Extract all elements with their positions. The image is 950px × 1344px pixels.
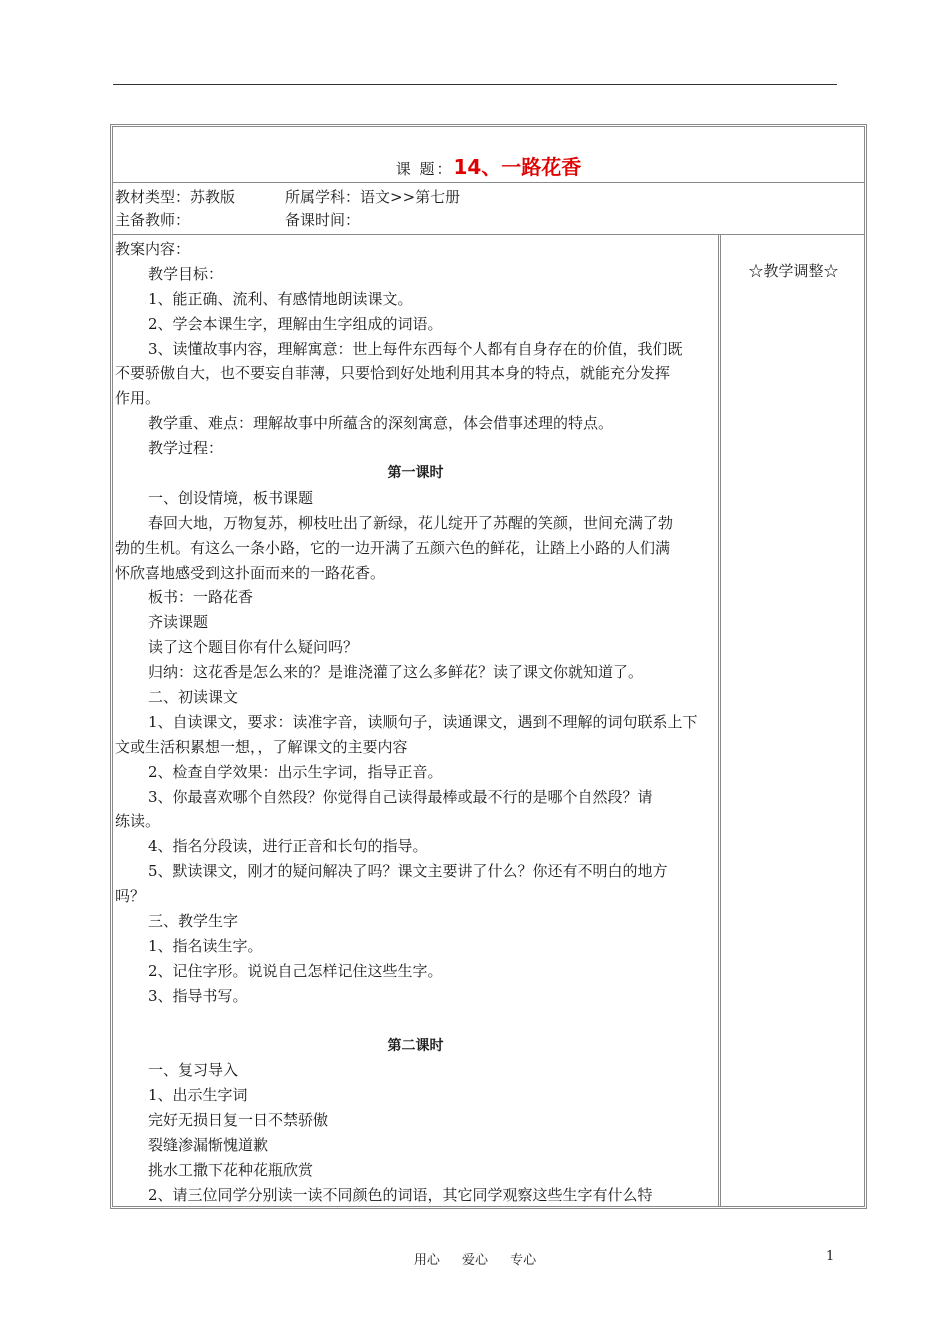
- title-text: 14、一路花香: [453, 155, 582, 179]
- content-line: 教学重、难点：理解故事中所蕴含的深刻寓意，体会借事述理的特点。: [148, 414, 614, 433]
- content-line: 一、复习导入: [148, 1061, 239, 1080]
- content-line: 3、读懂故事内容，理解寓意：世上每件东西每个人都有自身存在的价值，我们既: [148, 339, 683, 358]
- title-label: 课 题：: [395, 160, 454, 178]
- info-line-1: [115, 186, 460, 208]
- prep-time: 备课时间：: [285, 211, 361, 229]
- content-line: 怀欣喜地感受到这扑面而来的一路花香。: [115, 563, 386, 582]
- content-line: 文或生活积累想一想，，了解课文的主要内容: [115, 737, 408, 756]
- adjustment-column: [723, 235, 864, 1206]
- content-line: 吗？: [115, 887, 146, 906]
- material-type: 教材类型：苏教版: [115, 188, 236, 206]
- title-row: [113, 127, 864, 183]
- content-line: 春回大地，万物复苏，柳枝吐出了新绿，花儿绽开了苏醒的笑颜，世间充满了勃: [148, 513, 674, 532]
- lesson-period-heading: 第一课时: [387, 465, 444, 482]
- content-line: 板书：一路花香: [148, 588, 254, 607]
- lesson-period-heading: 第二课时: [387, 1037, 444, 1054]
- content-line: 练读。: [115, 812, 161, 831]
- content-line: 3、你最喜欢哪个自然段？你觉得自己读得最棒或最不行的是哪个自然段？请: [148, 787, 653, 806]
- info-row: [113, 183, 864, 235]
- lesson-plan-table: [110, 124, 867, 1209]
- content-line: 读了这个题目你有什么疑问吗？: [148, 638, 359, 657]
- main-row: [113, 235, 864, 1206]
- content-line: 裂缝渗漏惭愧道歉: [148, 1136, 269, 1155]
- content-line: 齐读课题: [148, 613, 209, 632]
- footer-motto: 用心 爱心 专心: [413, 1253, 537, 1268]
- content-line: 教案内容：: [115, 240, 191, 258]
- content-line: 4、指名分段读，进行正音和长句的指导。: [148, 837, 428, 856]
- subject: 所属学科：语文>>第七册: [285, 188, 461, 206]
- content-line: 2、检查自学效果：出示生字词，指导正音。: [148, 762, 443, 781]
- lesson-content: [113, 235, 721, 1206]
- content-line: 5、默读课文，刚才的疑问解决了吗？课文主要讲了什么？你还有不明白的地方: [148, 862, 668, 881]
- content-line: 1、指名读生字。: [148, 936, 263, 955]
- content-line: 教学过程：: [148, 439, 224, 458]
- content-line: 不要骄傲自大，也不要妄自菲薄，只要恰到好处地利用其本身的特点，就能充分发挥: [115, 364, 671, 383]
- content-line: 挑水工撒下花种花瓶欣赏: [148, 1160, 314, 1179]
- content-line: 1、出示生字词: [148, 1086, 248, 1105]
- content-line: 勃的生机。有这么一条小路，它的一边开满了五颜六色的鲜花，让踏上小路的人们满: [115, 538, 671, 557]
- content-line: 2、学会本课生字，理解由生字组成的词语。: [148, 314, 443, 333]
- content-line: 作用。: [115, 389, 161, 408]
- content-line: 完好无损日复一日不禁骄傲: [148, 1111, 329, 1130]
- page-number: 1: [826, 1249, 835, 1264]
- content-line: 1、自读课文，要求：读准字音，读顺句子，读通课文，遇到不理解的词句联系上下: [148, 712, 698, 731]
- content-lines: [115, 237, 716, 1208]
- content-line: 三、教学生字: [148, 912, 239, 931]
- info-line-2: [115, 209, 360, 231]
- content-line: 教学目标：: [148, 264, 224, 283]
- content-line: 2、请三位同学分别读一读不同颜色的词语，其它同学观察这些生字有什么特: [148, 1185, 653, 1204]
- content-line: 一、创设情境，板书课题: [148, 488, 314, 507]
- content-line: 二、初读课文: [148, 688, 239, 707]
- content-line: 3、指导书写。: [148, 986, 248, 1005]
- content-line: [115, 1009, 716, 1034]
- teacher: 主备教师：: [115, 211, 191, 229]
- content-line: 1、能正确、流利、有感情地朗读课文。: [148, 289, 413, 308]
- content-line: 2、记住字形。说说自己怎样记住这些生字。: [148, 961, 443, 980]
- adjustment-label: ☆教学调整☆: [748, 262, 839, 280]
- header-rule: [113, 84, 837, 85]
- lesson-title: [113, 151, 864, 180]
- content-line: 归纳：这花香是怎么来的？是谁浇灌了这么多鲜花？读了课文你就知道了。: [148, 663, 644, 682]
